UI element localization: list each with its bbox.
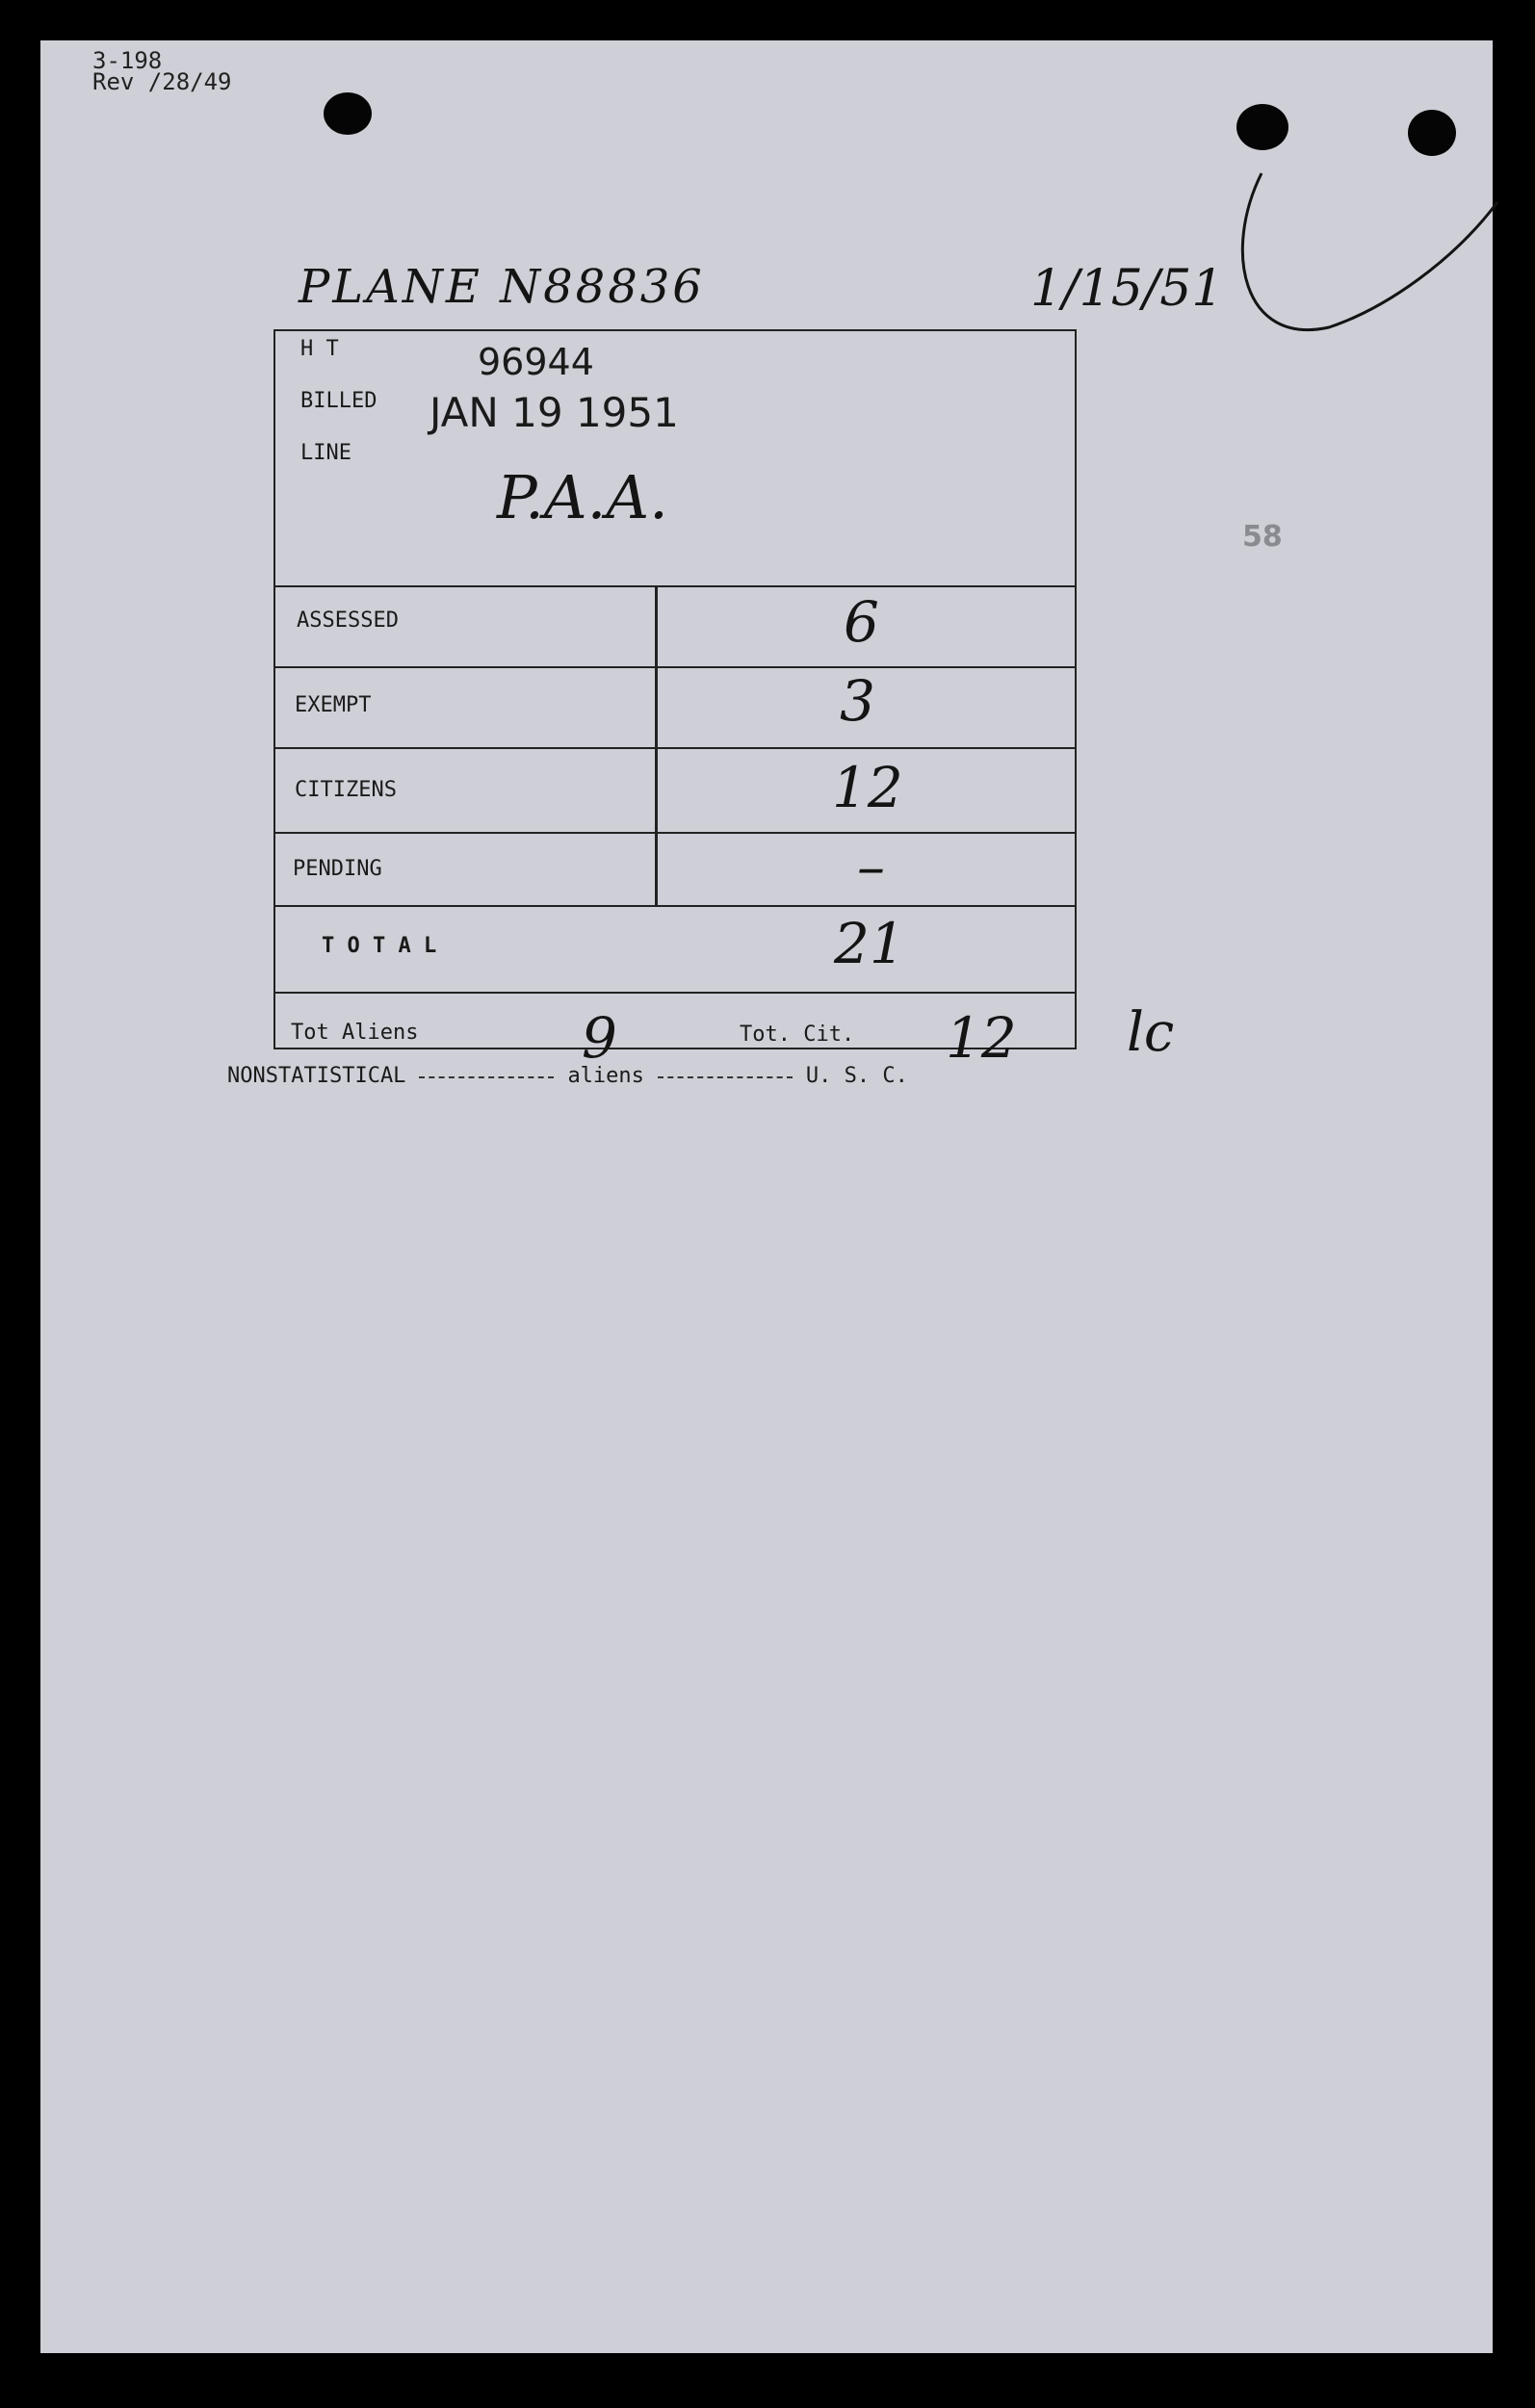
- plane-number: PLANE N88836: [299, 260, 705, 314]
- row-label-citizens: CITIZENS: [295, 778, 397, 802]
- ht-label: H T: [300, 337, 339, 361]
- ht-value: 96944: [478, 341, 594, 383]
- blank-line: [658, 1076, 793, 1078]
- blank-line: [419, 1076, 554, 1078]
- aliens-label: aliens: [567, 1064, 644, 1088]
- check-mark-stroke: [1223, 154, 1502, 347]
- usc-label: U. S. C.: [805, 1064, 908, 1088]
- divider: [275, 992, 1077, 994]
- row-value-exempt: 3: [840, 668, 875, 734]
- column-divider: [655, 585, 658, 905]
- nonstatistical-label: NONSTATISTICAL: [227, 1064, 406, 1088]
- billed-label: BILLED: [300, 389, 377, 413]
- tot-aliens-value: 9: [582, 1005, 617, 1071]
- total-value: 21: [834, 911, 905, 976]
- total-label: T O T A L: [322, 934, 437, 958]
- form-code: [92, 47, 232, 95]
- row-value-citizens: 12: [832, 755, 903, 820]
- divider: [275, 832, 1077, 834]
- row-label-exempt: EXEMPT: [295, 693, 372, 717]
- divider: [275, 747, 1077, 749]
- tot-cit-label: Tot. Cit.: [740, 1023, 855, 1047]
- nonstatistical-line: [227, 1064, 908, 1088]
- handwritten-date: 1/15/51: [1030, 260, 1224, 318]
- row-value-pending: –: [857, 834, 885, 899]
- manifest-box: [273, 329, 1077, 1071]
- punch-hole: [1408, 110, 1456, 156]
- divider: [275, 585, 1077, 587]
- page-number: 58: [1242, 520, 1283, 554]
- billed-stamp: JAN 19 1951: [429, 389, 679, 436]
- punch-hole: [324, 92, 372, 135]
- line-label: LINE: [300, 441, 351, 465]
- row-label-pending: PENDING: [293, 857, 382, 881]
- divider: [275, 666, 1077, 668]
- line-value: P.A.A.: [497, 462, 668, 532]
- row-value-assessed: 6: [844, 589, 879, 655]
- initials: lc: [1127, 1001, 1175, 1064]
- punch-hole: [1236, 104, 1288, 150]
- tot-cit-value: 12: [946, 1005, 1017, 1071]
- tot-aliens-label: Tot Aliens: [291, 1021, 419, 1045]
- form-number: 3-198: [92, 47, 163, 74]
- divider: [275, 905, 1077, 907]
- row-label-assessed: ASSESSED: [297, 608, 399, 633]
- form-revision: Rev /28/49: [92, 68, 232, 95]
